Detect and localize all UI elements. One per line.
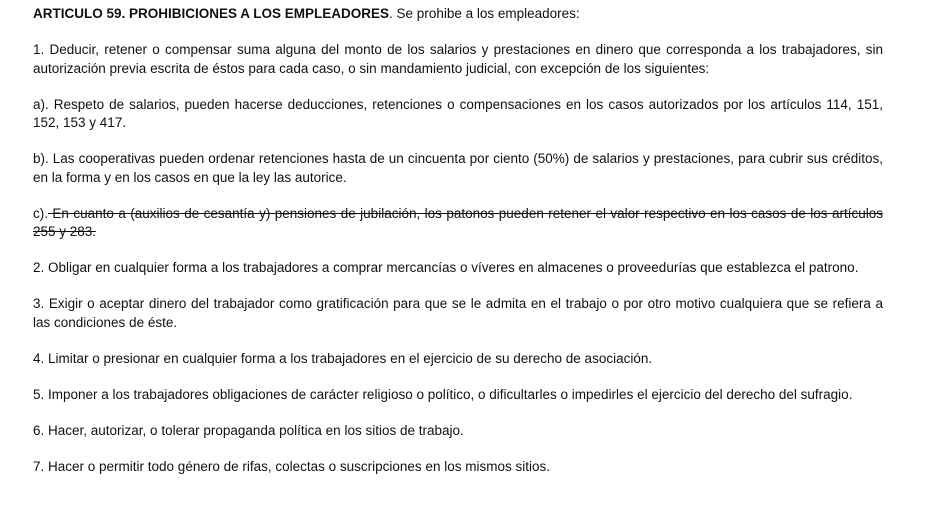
- article-intro: . Se prohibe a los empleadores:: [389, 6, 580, 21]
- paragraph-a: a). Respeto de salarios, pueden hacerse deducciones, retenciones o compensaciones en los casos autorizados por los artículos 114, 151, 152, 153 y 417.: [33, 96, 883, 130]
- paragraph-c-struck-text: En cuanto a (auxilios de cesantía y) pensiones de jubilación, los patonos pueden retener el valor respectivo en los casos de los artículos 255 y 283.: [33, 205, 883, 239]
- paragraph-3: 3. Exigir o aceptar dinero del trabajador como gratificación para que se le admita en el trabajo o por otro motivo cualquiera que se refiera a las condiciones de éste.: [33, 296, 883, 330]
- paragraph-7: 7. Hacer o permitir todo género de rifas, colectas o suscripciones en los mismos sitios.: [33, 458, 550, 474]
- article-title: ARTICULO 59. PROHIBICIONES A LOS EMPLEADORES: [33, 6, 390, 21]
- paragraph-b: b). Las cooperativas pueden ordenar retenciones hasta de un cincuenta por ciento (50%) de salarios y prestaciones, para cubrir sus créditos, en la forma y en los casos en que la ley las autorice.: [33, 151, 883, 185]
- paragraph-5: 5. Imponer a los trabajadores obligaciones de carácter religioso o político, o dificultarles o impedirles el ejercicio del derecho del sufragio.: [33, 386, 853, 402]
- paragraph-c-prefix: c).: [33, 205, 48, 221]
- paragraph-6: 6. Hacer, autorizar, o tolerar propaganda política en los sitios de trabajo.: [33, 422, 464, 438]
- paragraph-c: [33, 205, 883, 242]
- paragraph-1: 1. Deducir, retener o compensar suma alguna del monto de los salarios y prestaciones en dinero que corresponda a los trabajadores, sin autorización previa escrita de éstos para cada caso, o sin mandamiento judicial, con excepción de los siguientes:: [33, 42, 883, 76]
- paragraph-4: 4. Limitar o presionar en cualquier forma a los trabajadores en el ejercicio de su derecho de asociación.: [33, 350, 653, 366]
- article-heading: [33, 5, 883, 24]
- paragraph-2: 2. Obligar en cualquier forma a los trabajadores a comprar mercancías o víveres en almacenes o proveedurías que establezca el patrono.: [33, 260, 859, 275]
